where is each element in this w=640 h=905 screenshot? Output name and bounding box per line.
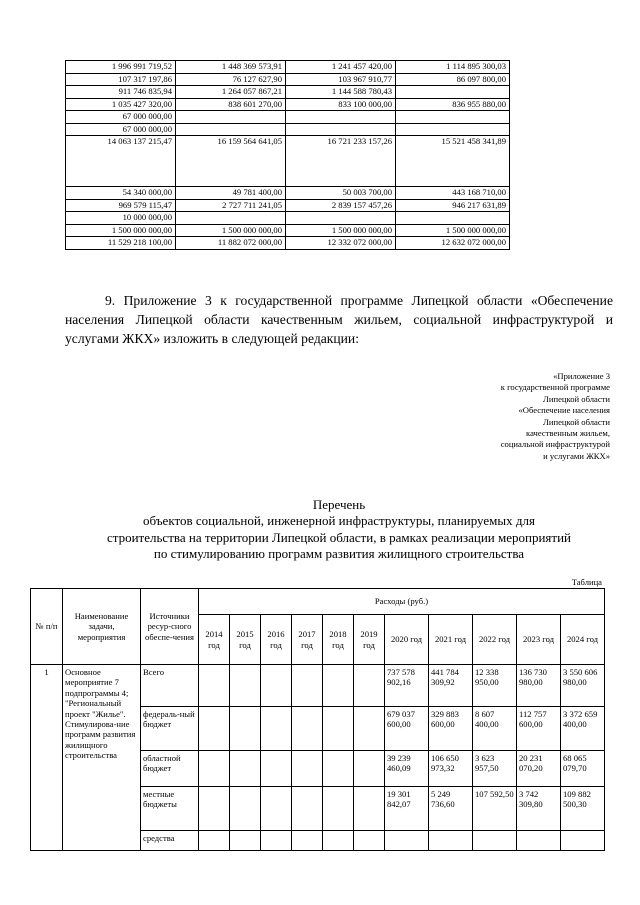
value-2021: 329 883 600,00 [429, 707, 473, 751]
budget-continuation-table [65, 60, 510, 250]
table-row: 969 579 115,47 2 727 711 241,05 2 839 157 457,26 946 217 631,89 [66, 199, 510, 212]
value-2023: 3 742 309,80 [517, 787, 561, 831]
table-row: 10 000 000,00 [66, 212, 510, 225]
value-2022: 3 623 957,50 [473, 751, 517, 787]
row-source: федераль-ный бюджет [141, 707, 199, 751]
row-source: областной бюджет [141, 751, 199, 787]
table-row: 1 035 427 320,00 838 601 270,00 833 100 000,00 836 955 880,00 [66, 98, 510, 111]
value-2021: 106 650 973,32 [429, 751, 473, 787]
table-row: 67 000 000,00 [66, 111, 510, 124]
value-2020: 19 301 842,07 [385, 787, 429, 831]
header-expenses: Расходы (руб.) [199, 589, 605, 615]
row-source: Всего [141, 665, 199, 707]
table-row: 1 500 000 000,00 1 500 000 000,00 1 500 000 000,00 1 500 000 000,00 [66, 224, 510, 237]
table-body [31, 665, 605, 851]
value-2023: 112 757 600,00 [517, 707, 561, 751]
value-2021 [429, 831, 473, 851]
header-name: Наименование задачи, мероприятия [63, 589, 141, 665]
table-label: Таблица [571, 577, 602, 587]
header-year: 2019 год [354, 615, 385, 665]
value-2021: 5 249 736,60 [429, 787, 473, 831]
annex-line: и услугами ЖКХ» [543, 450, 610, 461]
value-2024: 68 065 079,70 [561, 751, 605, 787]
header-year: 2024 год [561, 615, 605, 665]
value-2021: 441 784 309,92 [429, 665, 473, 707]
header-year: 2015 год [230, 615, 261, 665]
header-row [31, 589, 605, 615]
value-2024: 3 550 606 980,00 [561, 665, 605, 707]
table-row: 14 063 137 215,47 16 159 564 641,05 16 721 233 157,26 15 521 458 341,89 [66, 136, 510, 187]
header-year: 2021 год [429, 615, 473, 665]
header-source: Источники ресур-сного обеспе-чения [141, 589, 199, 665]
annex-line: качественным жильем, [526, 428, 610, 439]
value-2023: 136 730 980,00 [517, 665, 561, 707]
header-year: 2022 год [473, 615, 517, 665]
table-row: 67 000 000,00 [66, 123, 510, 136]
value-2023 [517, 831, 561, 851]
value-2022: 12 338 950,00 [473, 665, 517, 707]
row-name: Основное мероприятие 7 подпрограммы 4; "Региональный проект "Жилье". Стимулирова-ние программ развития жилищного строительства [63, 665, 141, 851]
row-source: средства [141, 831, 199, 851]
annex-line: Липецкой области [543, 393, 610, 404]
value-2022: 107 592,50 [473, 787, 517, 831]
value-2022 [473, 831, 517, 851]
budget-table-body [66, 61, 510, 250]
header-year: 2016 год [261, 615, 292, 665]
document-title [65, 497, 613, 563]
title-line: строительства на территории Липецкой области, в рамках реализации мероприятий [106, 529, 571, 545]
objects-expenses-table [30, 588, 605, 851]
annex-heading [410, 371, 610, 462]
table-header [31, 589, 605, 665]
value-2020 [385, 831, 429, 851]
table-row: 1 996 991 719,52 1 448 369 573,91 1 241 457 420,00 1 114 895 300,03 [66, 61, 510, 74]
row-source: местные бюджеты [141, 787, 199, 831]
value-2024: 3 372 659 400,00 [561, 707, 605, 751]
value-2020: 39 239 460,09 [385, 751, 429, 787]
header-num: № п/п [31, 589, 63, 665]
table-row: 11 529 218 100,00 11 882 072 000,00 12 332 072 000,00 12 632 072 000,00 [66, 237, 510, 250]
annex-line: Липецкой области [543, 416, 610, 427]
header-year: 2018 год [323, 615, 354, 665]
table-row [31, 665, 605, 707]
value-2023: 20 231 070,20 [517, 751, 561, 787]
header-year: 2017 год [292, 615, 323, 665]
amendment-paragraph: 9. Приложение 3 к государственной программе Липецкой области «Обеспечение населения Липецкой области качественным жильем, социальной инфраструктурой и услугами ЖКХ» изложить в следующей редакции: [65, 293, 613, 346]
annex-line: к государственной программе [500, 382, 610, 393]
value-2024 [561, 831, 605, 851]
value-2020: 679 037 600,00 [385, 707, 429, 751]
value-2022: 8 607 400,00 [473, 707, 517, 751]
value-2020: 737 578 902,16 [385, 665, 429, 707]
header-year: 2014 год [199, 615, 230, 665]
annex-line: «Приложение 3 [553, 371, 610, 381]
value-2024: 109 882 500,30 [561, 787, 605, 831]
title-line: объектов социальной, инженерной инфраструктуры, планируемых для [143, 513, 535, 529]
table-row: 54 340 000,00 49 781 400,00 50 003 700,00 443 168 710,00 [66, 187, 510, 200]
header-year: 2023 год [517, 615, 561, 665]
table-row: 911 746 835,94 1 264 057 867,21 1 144 588 780,43 [66, 86, 510, 99]
annex-line: социальной инфраструктурой [500, 439, 610, 450]
table-row: 107 317 197,86 76 127 627,90 103 967 910,77 86 097 800,00 [66, 73, 510, 86]
title-line: Перечень [312, 497, 366, 512]
row-number: 1 [31, 665, 63, 851]
header-year: 2020 год [385, 615, 429, 665]
annex-line: «Обеспечение населения [518, 405, 610, 416]
title-line: по стимулированию программ развития жилищного строительства [153, 546, 525, 562]
